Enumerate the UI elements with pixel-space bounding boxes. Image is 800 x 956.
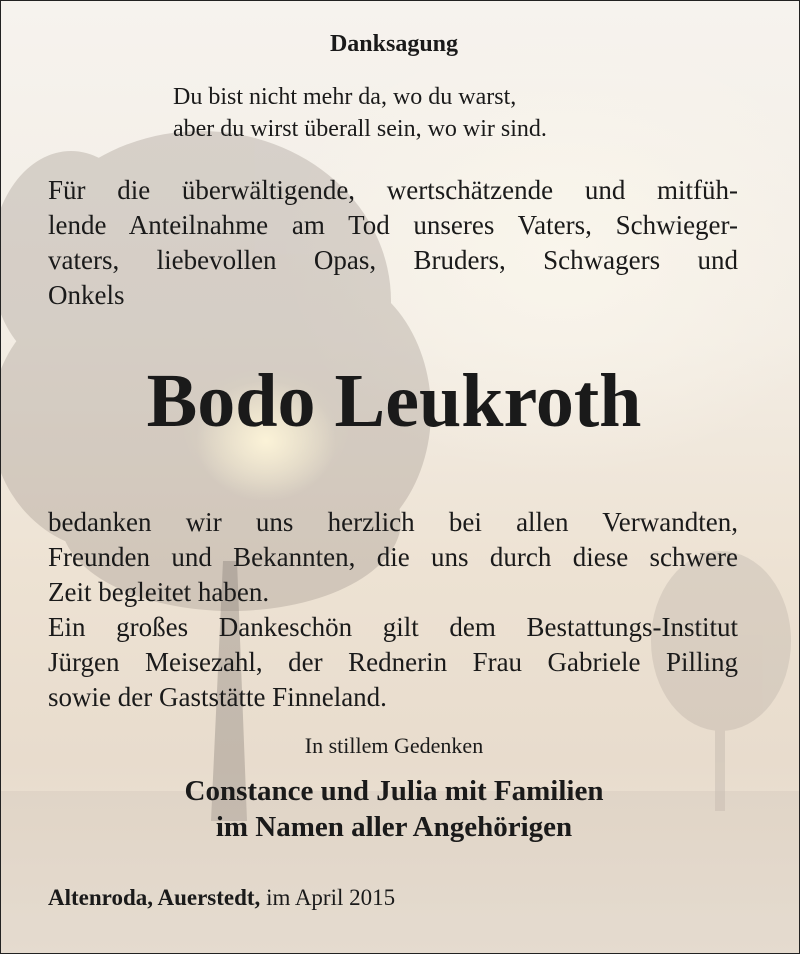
thanks-line: Jürgen Meisezahl, der Rednerin Frau Gabriele Pilling: [48, 647, 738, 677]
thanks-line: bedanken wir uns herzlich bei allen Verwandten,: [48, 507, 738, 537]
thanks-paragraph: [48, 505, 738, 715]
signers: [1, 773, 787, 845]
date: im April 2015: [266, 885, 396, 910]
intro-line: Onkels: [48, 280, 125, 310]
thanks-line: Ein großes Dankeschön gilt dem Bestattungs-Institut: [48, 612, 738, 642]
intro-paragraph: [48, 173, 738, 313]
intro-line: vaters, liebevollen Opas, Bruders, Schwagers und: [48, 245, 738, 275]
quote: [173, 81, 547, 145]
quote-line: Du bist nicht mehr da, wo du warst,: [173, 84, 517, 110]
intro-line: Für die überwältigende, wertschätzende und mitfüh-: [48, 175, 738, 205]
intro-line: lende Anteilnahme am Tod unseres Vaters, Schwieger-: [48, 210, 738, 240]
thanks-line: Zeit begleitet haben.: [48, 577, 270, 607]
deceased-name: Bodo Leukroth: [146, 359, 642, 443]
place-date-line: [48, 885, 395, 911]
thanks-line: sowie der Gaststätte Finneland.: [48, 682, 387, 712]
heading: Danksagung: [329, 31, 459, 57]
signer-line: Constance und Julia mit Familien: [184, 775, 604, 807]
places: Altenroda, Auerstedt,: [48, 885, 261, 910]
regards-line: In stillem Gedenken: [304, 733, 484, 758]
quote-line: aber du wirst überall sein, wo wir sind.: [173, 116, 547, 142]
signer-line: im Namen aller Angehörigen: [215, 811, 573, 843]
thanks-line: Freunden und Bekannten, die uns durch diese schwere: [48, 542, 738, 572]
